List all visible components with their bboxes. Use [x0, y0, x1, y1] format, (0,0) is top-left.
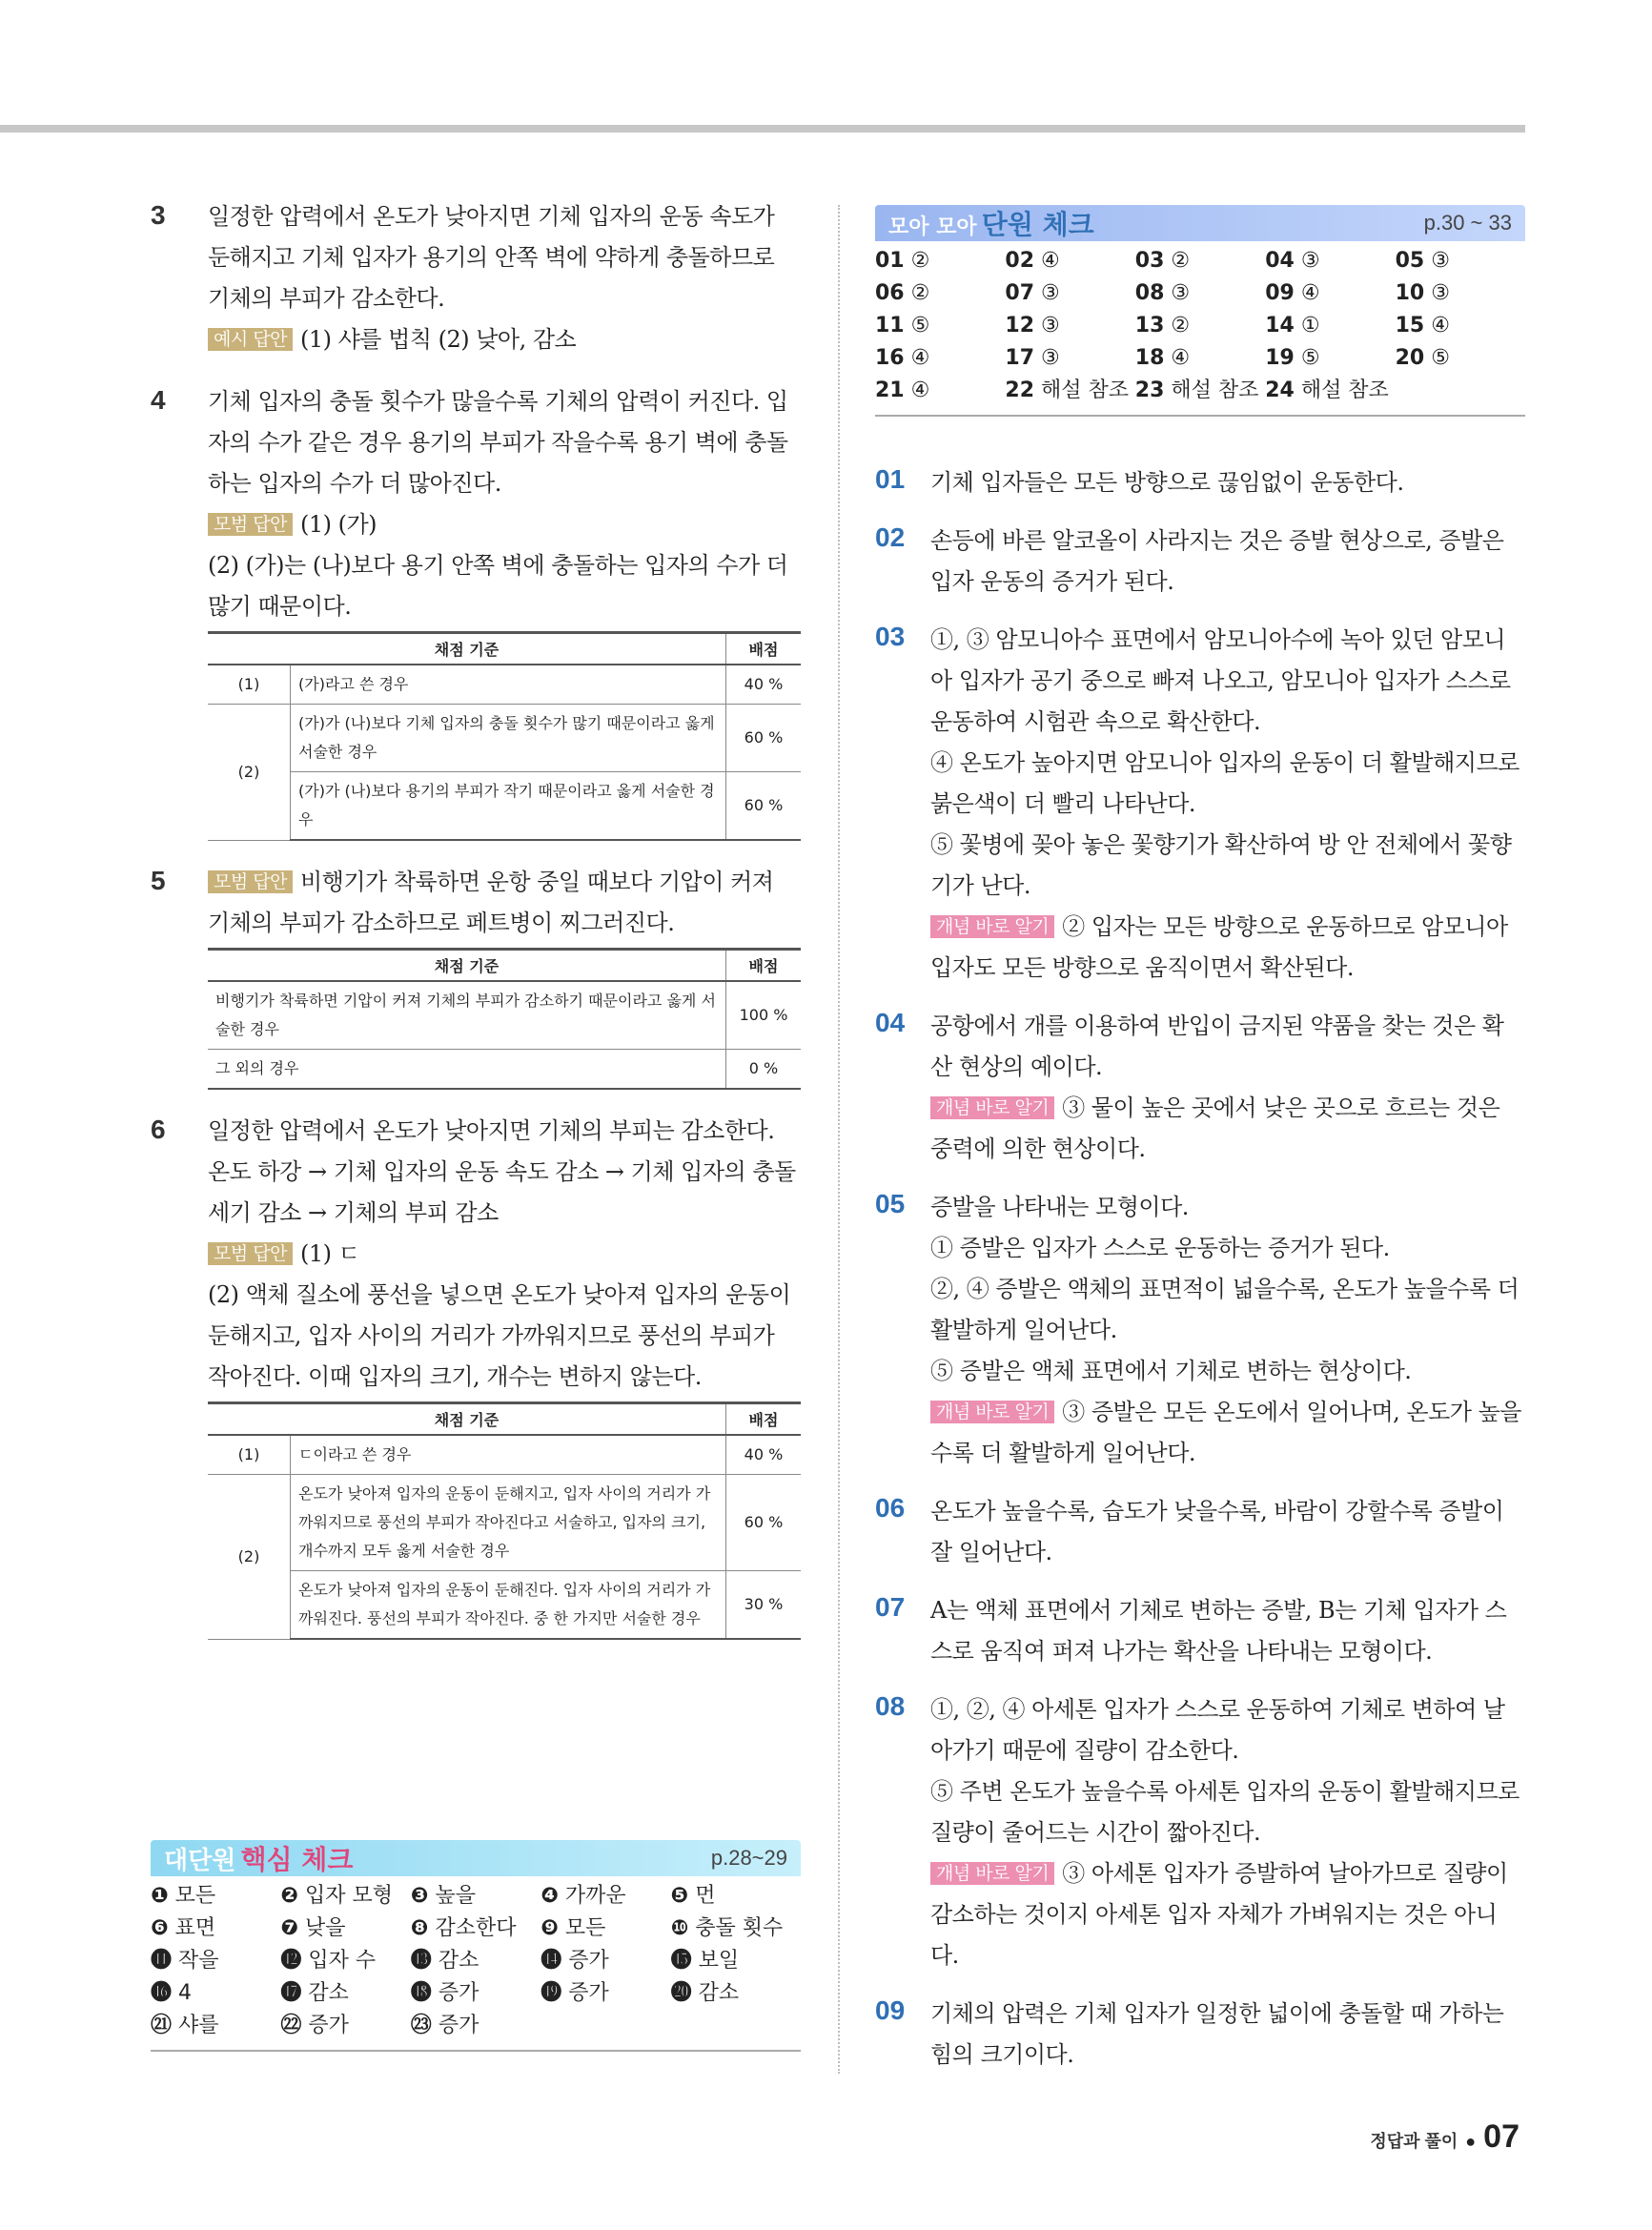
explanation: 증발을 나타내는 모형이다.: [930, 1194, 1189, 1220]
item-number: 23: [1134, 378, 1165, 402]
question-number: 6: [151, 1115, 166, 1144]
answer-number: 04: [875, 1008, 906, 1037]
scoring-table: [208, 631, 801, 841]
table-row: [208, 1475, 801, 1571]
grid-item: [540, 1914, 670, 1943]
item-value: ③: [1300, 249, 1320, 273]
grid-item: [280, 1914, 410, 1943]
example-answer: [208, 319, 801, 360]
item-number: 21: [875, 378, 905, 402]
item-number: 05: [1395, 249, 1425, 273]
item-number: 12: [1005, 314, 1035, 338]
points: 30 %: [726, 1571, 802, 1640]
grid-item: [1396, 344, 1525, 373]
grid-item: [1265, 312, 1395, 340]
item-number: 22: [1005, 378, 1035, 402]
item-number: 13: [1134, 314, 1165, 338]
criteria: (가)라고 쓴 경우: [291, 665, 726, 705]
criteria: 온도가 낮아져 입자의 운동이 둔해진다. 입자 사이의 거리가 가까워진다. 풍선의 부피가 작아진다. 중 한 가지만 서술한 경우: [291, 1571, 726, 1640]
answer-09: [875, 1994, 1525, 2076]
item-value: 감소: [308, 1981, 349, 2005]
explanation: ⑤ 주변 온도가 높을수록 아세톤 입자의 운동이 활발해지므로 질량이 줄어드는 시간이 짧아진다.: [930, 1778, 1519, 1846]
answer-number: 09: [875, 1995, 906, 2025]
item-value: ⑤: [1431, 346, 1450, 370]
concept-note: [930, 1088, 1525, 1170]
grid-item: [875, 312, 1005, 340]
item-value: ④: [910, 346, 930, 370]
grid-item: [1135, 377, 1265, 405]
grid-item: [671, 1979, 801, 2008]
answer-04: [875, 1006, 1525, 1170]
item-number: ⓰: [151, 1981, 173, 2005]
item-number: 16: [875, 346, 905, 370]
unit-check-header: [875, 205, 1525, 241]
item-value: 작을: [178, 1949, 219, 1973]
item-number: 17: [1005, 346, 1035, 370]
item-value: ④: [1431, 314, 1450, 338]
answer-text: (1) 샤를 법칙 (2) 낮아, 감소: [299, 326, 577, 353]
grid-item: [411, 1882, 540, 1911]
grid-item: [875, 247, 1005, 276]
points: 60 %: [726, 772, 802, 841]
top-rule: [0, 125, 1525, 133]
answer-5: [151, 862, 801, 1090]
answer-text: (1) ㄷ: [299, 1240, 360, 1267]
grid-item: [540, 1979, 670, 2008]
core-check-grid: [151, 1876, 801, 2050]
grid-item: [875, 344, 1005, 373]
explanation: ①, ②, ④ 아세톤 입자가 스스로 운동하여 기체로 변하여 날아가기 때문에 질량이 감소한다.: [930, 1696, 1505, 1764]
explanation: ①, ③ 암모니아수 표면에서 암모니아수에 녹아 있던 암모니아 입자가 공기 중으로 빠져 나오고, 암모니아 입자가 스스로 운동하여 시험관 속으로 확산한다.: [930, 626, 1511, 735]
grid-item: [280, 1979, 410, 2008]
explanation: ① 증발은 입자가 스스로 운동하는 증거가 된다.: [930, 1235, 1390, 1261]
table-header-criteria: 채점 기준: [208, 1403, 726, 1436]
title-small: 모아 모아: [888, 215, 977, 239]
explanation: 손등에 바른 알코올이 사라지는 것은 증발 현상으로, 증발은 입자 운동의 증거가 된다.: [930, 527, 1504, 595]
scoring-table: [208, 948, 801, 1090]
grid-item: [151, 1914, 280, 1943]
explanation: A는 액체 표면에서 기체로 변하는 증발, B는 기체 입자가 스스로 움직여 퍼져 나가는 확산을 나타내는 모형이다.: [930, 1597, 1507, 1665]
item-number: ❻: [151, 1916, 169, 1940]
answer-07: [875, 1590, 1525, 1672]
grid-item: [411, 1947, 540, 1975]
item-number: 04: [1265, 249, 1295, 273]
column-divider: [838, 205, 840, 2074]
item-number: 11: [875, 314, 905, 338]
grid-item: [151, 2012, 280, 2040]
item-value: 4: [178, 1981, 193, 2005]
question-number: 4: [151, 385, 166, 415]
unit-check-title: [888, 204, 1094, 242]
explanation: ⑤ 증발은 액체 표면에서 기체로 변하는 현상이다.: [930, 1358, 1412, 1384]
explanation: ④ 온도가 높아지면 암모니아 입자의 운동이 더 활발해지므로 붉은색이 더 빨리 나타난다.: [930, 749, 1519, 817]
table-row: [208, 665, 801, 705]
item-number: ㉒: [280, 2014, 302, 2037]
explanation: 온도가 높을수록, 습도가 낮을수록, 바람이 강할수록 증발이 잘 일어난다.: [930, 1498, 1504, 1565]
item-value: 해설 참조: [1041, 378, 1130, 402]
points: 100 %: [726, 981, 802, 1050]
page-number: 07: [1483, 2118, 1519, 2155]
item-value: 낮을: [305, 1916, 346, 1940]
answer-text-2: (2) 액체 질소에 풍선을 넣으면 온도가 낮아져 입자의 운동이 둔해지고, 입자 사이의 거리가 가까워지므로 풍선의 부피가 작아진다. 이때 입자의 크기, 개수는 변하지 않는다.: [208, 1281, 791, 1390]
item-value: 해설 참조: [1300, 378, 1389, 402]
row-label: (2): [208, 705, 291, 841]
concept-note: [930, 1392, 1525, 1474]
title-big: 핵심 체크: [240, 1844, 354, 1875]
grid-item: [1135, 279, 1265, 308]
row-label: (1): [208, 1435, 291, 1475]
grid-item: [1265, 344, 1395, 373]
criteria: 온도가 낮아져 입자의 운동이 둔해지고, 입자 사이의 거리가 가까워지므로 풍선의 부피가 작아진다고 서술하고, 입자의 크기, 개수까지 모두 옳게 서술한 경우: [291, 1475, 726, 1571]
core-check-box: [151, 1840, 801, 2052]
item-value: 표면: [174, 1916, 216, 1940]
item-value: 증가: [568, 1949, 609, 1973]
answer-number: 05: [875, 1189, 906, 1218]
item-value: ②: [1171, 314, 1191, 338]
table-header-criteria: 채점 기준: [208, 633, 726, 665]
answer-06: [875, 1491, 1525, 1573]
note-text: ③ 물이 높은 곳에서 낮은 곳으로 흐르는 것은 중력에 의한 현상이다.: [930, 1095, 1500, 1162]
table-row: [208, 1050, 801, 1090]
answer-08: [875, 1689, 1525, 1976]
bullet-icon: ●: [1465, 2132, 1477, 2151]
note-text: ③ 아세톤 입자가 증발하여 날아가므로 질량이 감소하는 것이지 아세톤 입자 자체가 가벼워지는 것은 아니다.: [930, 1860, 1508, 1969]
table-row: [208, 705, 801, 772]
item-number: 02: [1005, 249, 1035, 273]
item-value: ④: [1171, 346, 1191, 370]
table-row: [208, 1571, 801, 1640]
table-header-points: 배점: [726, 1403, 802, 1436]
item-number: ㉑: [151, 2014, 173, 2037]
item-number: ❸: [410, 1884, 429, 1908]
item-number: ⓴: [670, 1981, 692, 2005]
item-number: 01: [875, 249, 905, 273]
right-column: [875, 462, 1525, 2093]
grid-item: [411, 1979, 540, 2008]
criteria: (가)가 (나)보다 기체 입자의 충돌 횟수가 많기 때문이라고 옳게 서술한 경우: [291, 705, 726, 772]
grid-item: [671, 1882, 801, 1911]
concept-tag: 개념 바로 알기: [930, 1096, 1054, 1119]
item-number: 15: [1395, 314, 1425, 338]
grid-item: [875, 377, 1005, 405]
item-value: ③: [1431, 281, 1450, 305]
table-header-points: 배점: [726, 633, 802, 665]
explanation: ②, ④ 증발은 액체의 표면적이 넓을수록, 온도가 높을수록 더 활발하게 일어난다.: [930, 1276, 1519, 1343]
grid-item: [280, 1882, 410, 1911]
grid-item: [151, 1979, 280, 2008]
example-answer-tag: 예시 답안: [208, 328, 293, 351]
item-number: ❺: [670, 1884, 689, 1908]
model-answer-tag: 모범 답안: [208, 513, 293, 536]
item-number: ❿: [670, 1916, 689, 1940]
item-number: ❼: [280, 1916, 299, 1940]
unit-check-grid: [875, 241, 1525, 415]
item-value: ⑤: [910, 314, 930, 338]
unit-check-box: [875, 205, 1525, 417]
model-answer-tag: 모범 답안: [208, 870, 293, 893]
core-check-title: [164, 1839, 353, 1877]
core-check-header: [151, 1840, 801, 1876]
answer-text-2: (2) (가)는 (나)보다 용기 안쪽 벽에 충돌하는 입자의 수가 더 많기 때문이다.: [208, 552, 788, 620]
item-number: ⓮: [540, 1949, 562, 1973]
item-value: 충돌 횟수: [695, 1916, 784, 1940]
item-number: ㉓: [410, 2014, 432, 2037]
answer-number: 08: [875, 1691, 906, 1721]
item-number: 19: [1265, 346, 1295, 370]
answer-number: 03: [875, 622, 906, 651]
explanation: 기체 입자의 충돌 횟수가 많을수록 기체의 압력이 커진다. 입자의 수가 같은 경우 용기의 부피가 작을수록 용기 벽에 충돌하는 입자의 수가 더 많아진다.: [208, 388, 788, 497]
answer-6: [151, 1111, 801, 1640]
answer-03: [875, 620, 1525, 989]
item-number: ❾: [540, 1916, 559, 1940]
concept-note: [930, 1853, 1525, 1976]
grid-item: [1265, 279, 1395, 308]
item-value: 해설 참조: [1171, 378, 1259, 402]
grid-item: [1135, 312, 1265, 340]
item-value: 증가: [308, 2014, 349, 2037]
item-number: ⓭: [410, 1949, 432, 1973]
explanation: 공항에서 개를 이용하여 반입이 금지된 약품을 찾는 것은 확산 현상의 예이다.: [930, 1013, 1504, 1080]
item-number: ⓫: [151, 1949, 173, 1973]
item-value: ④: [1041, 249, 1060, 273]
answer-text: 비행기가 착륙하면 운항 중일 때보다 기압이 커져 기체의 부피가 감소하므로 페트병이 찌그러진다.: [208, 869, 774, 936]
item-number: 07: [1005, 281, 1035, 305]
grid-item: [1135, 344, 1265, 373]
item-number: 20: [1395, 346, 1425, 370]
grid-item: [280, 2012, 410, 2040]
question-number: 5: [151, 866, 166, 895]
item-value: ③: [1041, 281, 1060, 305]
item-value: 모든: [174, 1884, 216, 1908]
grid-item: [1396, 312, 1525, 340]
grid-item: [1396, 279, 1525, 308]
note-text: ② 입자는 모든 방향으로 운동하므로 암모니아 입자도 모든 방향으로 움직이면서 확산된다.: [930, 913, 1508, 981]
item-value: 감소: [438, 1949, 479, 1973]
grid-item: [411, 2012, 540, 2040]
grid-item: [1396, 247, 1525, 276]
item-number: ⓯: [670, 1949, 692, 1973]
points: 0 %: [726, 1050, 802, 1090]
grid-item: [540, 1947, 670, 1975]
grid-item: [1005, 312, 1134, 340]
grid-item: [875, 279, 1005, 308]
item-value: ②: [910, 281, 930, 305]
item-number: ❽: [410, 1916, 429, 1940]
answer-text: (1) (가): [299, 511, 377, 538]
answer-05: [875, 1187, 1525, 1474]
item-number: ⓬: [280, 1949, 302, 1973]
scoring-table: [208, 1401, 801, 1640]
item-value: 증가: [568, 1981, 609, 2005]
row-label: (2): [208, 1475, 291, 1640]
criteria: (가)가 (나)보다 용기의 부피가 작기 때문이라고 옳게 서술한 경우: [291, 772, 726, 841]
item-number: 14: [1265, 314, 1295, 338]
page-footer: [1370, 2118, 1519, 2156]
item-number: 24: [1265, 378, 1295, 402]
item-value: ④: [910, 378, 930, 402]
item-value: 증가: [438, 2014, 479, 2037]
criteria: ㄷ이라고 쓴 경우: [291, 1435, 726, 1475]
answer-number: 02: [875, 522, 906, 552]
model-answer-tag: 모범 답안: [208, 1242, 293, 1265]
concept-note: [930, 907, 1525, 989]
table-header-points: 배점: [726, 950, 802, 982]
points: 40 %: [726, 665, 802, 705]
item-value: 입자 모형: [305, 1884, 394, 1908]
note-text: ③ 증발은 모든 온도에서 일어나며, 온도가 높을수록 더 활발하게 일어난다.: [930, 1399, 1521, 1466]
grid-item: [1135, 247, 1265, 276]
item-value: 모든: [564, 1916, 606, 1940]
model-answer: [208, 862, 801, 944]
item-value: ①: [1300, 314, 1320, 338]
model-answer: [208, 1234, 801, 1275]
item-value: ②: [1171, 249, 1191, 273]
item-number: ⓲: [410, 1981, 432, 2005]
item-number: 18: [1134, 346, 1165, 370]
explanation: 일정한 압력에서 온도가 낮아지면 기체의 부피는 감소한다. 온도 하강 → 기체 입자의 운동 속도 감소 → 기체 입자의 충돌 세기 감소 → 기체의 부피 감소: [208, 1117, 796, 1226]
item-value: 증가: [438, 1981, 479, 2005]
explanation: 기체의 압력은 기체 입자가 일정한 넓이에 충돌할 때 가하는 힘의 크기이다.: [930, 2000, 1504, 2068]
concept-tag: 개념 바로 알기: [930, 1862, 1054, 1885]
item-number: 06: [875, 281, 905, 305]
item-value: 가까운: [564, 1884, 626, 1908]
item-number: ⓳: [540, 1981, 562, 2005]
grid-item: [671, 1914, 801, 1943]
table-row: [208, 1435, 801, 1475]
item-number: 09: [1265, 281, 1295, 305]
item-value: 보일: [698, 1949, 740, 1973]
item-number: ⓱: [280, 1981, 302, 2005]
grid-item: [1005, 377, 1134, 405]
left-column: [151, 196, 801, 1661]
page-ref: p.30 ~ 33: [1423, 211, 1512, 235]
grid-item: [540, 1882, 670, 1911]
explanation: 기체 입자들은 모든 방향으로 끊임없이 운동한다.: [930, 469, 1404, 496]
item-number: 03: [1134, 249, 1165, 273]
footer-label: 정답과 풀이: [1370, 2132, 1458, 2151]
grid-item: [151, 1882, 280, 1911]
points: 40 %: [726, 1435, 802, 1475]
item-value: ③: [1041, 346, 1060, 370]
answer-number: 06: [875, 1493, 906, 1523]
concept-tag: 개념 바로 알기: [930, 915, 1054, 938]
item-value: ③: [1431, 249, 1450, 273]
answer-4: [151, 381, 801, 841]
item-value: ③: [1041, 314, 1060, 338]
item-number: 08: [1134, 281, 1165, 305]
table-row: [208, 772, 801, 841]
grid-item: [411, 1914, 540, 1943]
grid-item: [1005, 279, 1134, 308]
item-number: ❶: [151, 1884, 169, 1908]
answer-number: 07: [875, 1592, 906, 1622]
item-value: 감소한다: [435, 1916, 517, 1940]
grid-item: [1265, 377, 1395, 405]
criteria: 비행기가 착륙하면 기압이 커져 기체의 부피가 감소하기 때문이라고 옳게 서술한 경우: [208, 981, 726, 1050]
concept-tag: 개념 바로 알기: [930, 1401, 1054, 1423]
explanation: ⑤ 꽃병에 꽂아 놓은 꽃향기가 확산하여 방 안 전체에서 꽃향기가 난다.: [930, 831, 1512, 899]
answer-number: 01: [875, 464, 906, 494]
grid-item: [1005, 247, 1134, 276]
item-value: ④: [1300, 281, 1320, 305]
table-header-criteria: 채점 기준: [208, 950, 726, 982]
title-small: 대단원: [164, 1847, 236, 1875]
item-number: ❹: [540, 1884, 559, 1908]
page-ref: p.28~29: [710, 1846, 787, 1870]
explanation: 일정한 압력에서 온도가 낮아지면 기체 입자의 운동 속도가 둔해지고 기체 입자가 용기의 안쪽 벽에 약하게 충돌하므로 기체의 부피가 감소한다.: [208, 203, 775, 312]
points: 60 %: [726, 1475, 802, 1571]
item-value: ③: [1171, 281, 1191, 305]
grid-item: [671, 1947, 801, 1975]
grid-item: [280, 1947, 410, 1975]
item-value: 감소: [698, 1981, 740, 2005]
answer-3: [151, 196, 801, 360]
answer-02: [875, 521, 1525, 603]
grid-item: [1005, 344, 1134, 373]
item-value: 먼: [695, 1884, 716, 1908]
item-value: 샤를: [178, 2014, 219, 2037]
item-value: 입자 수: [308, 1949, 377, 1973]
title-big: 단원 체크: [981, 209, 1094, 240]
question-number: 3: [151, 200, 166, 230]
grid-item: [151, 1947, 280, 1975]
item-number: 10: [1395, 281, 1425, 305]
points: 60 %: [726, 705, 802, 772]
item-number: ❷: [280, 1884, 299, 1908]
item-value: ②: [910, 249, 930, 273]
criteria: 그 외의 경우: [208, 1050, 726, 1090]
answer-01: [875, 462, 1525, 503]
model-answer: [208, 504, 801, 545]
table-row: [208, 981, 801, 1050]
row-label: (1): [208, 665, 291, 705]
item-value: ⑤: [1300, 346, 1320, 370]
grid-item: [1265, 247, 1395, 276]
item-value: 높을: [435, 1884, 476, 1908]
